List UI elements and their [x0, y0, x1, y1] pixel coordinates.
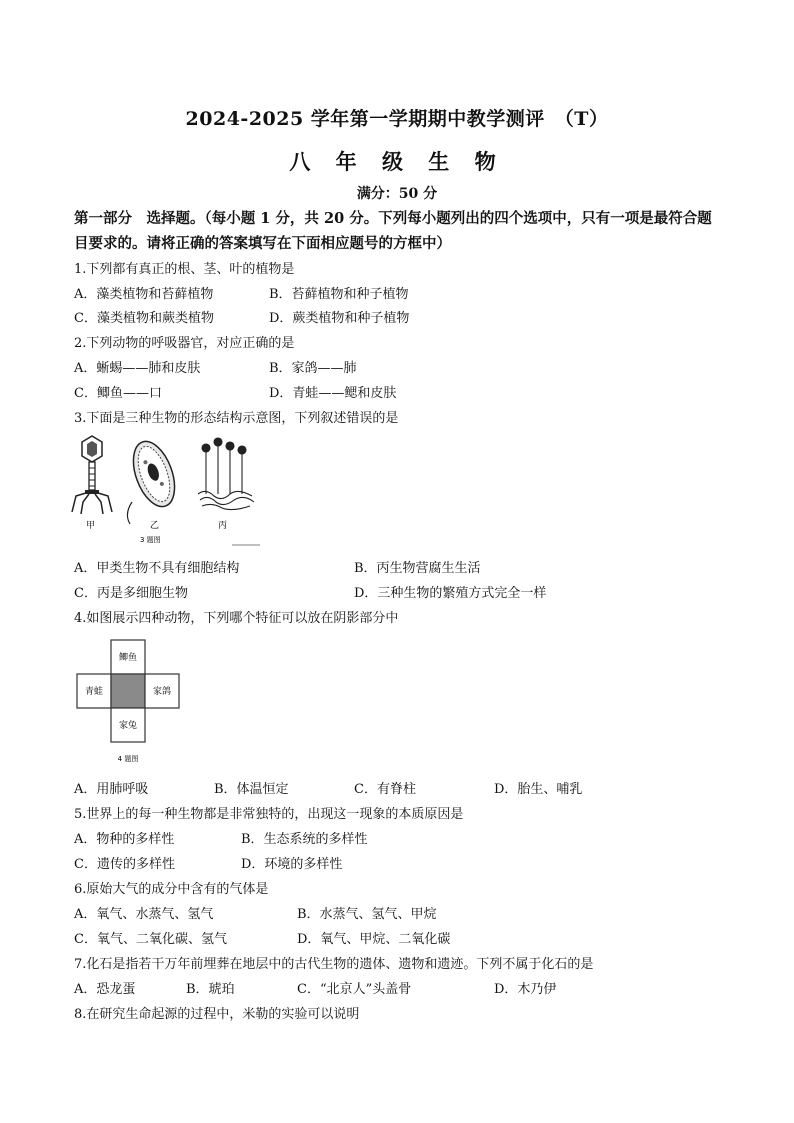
subject-title: 八 年 级 生 物 — [289, 149, 505, 174]
question-6-option-a: A．氧气、水蒸气、氢气 — [74, 907, 214, 922]
question-6-option-c: C．氧气、二氧化碳、氢气 — [74, 932, 227, 947]
figure-label-bing: 丙 — [218, 521, 228, 531]
diagram-label-bottom: 家兔 — [118, 721, 138, 731]
question-3-figure-caption: 3 题图 — [140, 536, 161, 544]
question-3-stem: 3.下面是三种生物的形态结构示意图，下列叙述错误的是 — [74, 411, 399, 426]
question-7-option-d: D．木乃伊 — [494, 982, 557, 997]
question-7-option-c: C．“北京人”头盖骨 — [297, 982, 412, 997]
question-1-option-a: A．藻类植物和苔藓植物 — [74, 287, 214, 302]
question-5-option-b: B．生态系统的多样性 — [241, 832, 368, 847]
question-2-option-c: C．鲫鱼——口 — [74, 386, 162, 401]
question-4-option-c: C．有脊柱 — [354, 782, 416, 797]
question-2-option-b: B．家鸽——肺 — [269, 361, 357, 376]
question-6-option-d: D．氧气、甲烷、二氧化碳 — [297, 932, 451, 947]
question-4-stem: 4.如图展示四种动物，下列哪个特征可以放在阴影部分中 — [74, 611, 399, 626]
question-3-figure — [66, 432, 266, 550]
question-1-option-c: C．藻类植物和蕨类植物 — [74, 311, 214, 326]
exam-title: 2024-2025 学年第一学期期中教学测评 （T） — [185, 108, 609, 130]
question-6-stem: 6.原始大气的成分中含有的气体是 — [74, 882, 269, 897]
question-2-option-a: A．蜥蜴——肺和皮肤 — [74, 361, 201, 376]
diagram-label-left: 青蛙 — [84, 687, 104, 697]
question-2-stem: 2.下列动物的呼吸器官，对应正确的是 — [74, 336, 295, 351]
section-instructions: 第一部分 选择题。（每小题 1 分，共 20 分。下列每小题列出的四个选项中，只有一项是最符合题目要求的。请将正确的答案填写在下面相应题号的方框中） — [74, 210, 712, 252]
diagram-label-top: 鲫鱼 — [118, 653, 138, 663]
question-3-option-a: A．甲类生物不具有细胞结构 — [74, 561, 240, 576]
question-1-option-d: D．蕨类植物和种子植物 — [269, 311, 410, 326]
bacteriophage-drawing — [72, 436, 112, 514]
question-4-option-b: B．体温恒定 — [214, 782, 289, 797]
diagram-label-right: 家鸽 — [152, 687, 172, 697]
figure-label-jia: 甲 — [86, 521, 96, 531]
figure-label-yi: 乙 — [150, 521, 160, 531]
bacterium-drawing — [125, 436, 182, 512]
question-5-option-a: A．物种的多样性 — [74, 832, 175, 847]
question-5-option-d: D．环境的多样性 — [241, 857, 343, 872]
question-4-figure-caption: 4 题图 — [117, 755, 139, 763]
question-4-figure — [76, 638, 186, 768]
question-3-option-c: C．丙是多细胞生物 — [74, 586, 188, 601]
question-3-option-b: B．丙生物营腐生生活 — [354, 561, 481, 576]
mold-drawing — [198, 438, 254, 510]
shaded-overlap-area — [111, 674, 145, 708]
question-4-option-a: A．用肺呼吸 — [74, 782, 149, 797]
question-2-option-d: D．青蛙——鳃和皮肤 — [269, 386, 397, 401]
question-3-option-d: D．三种生物的繁殖方式完全一样 — [354, 586, 547, 601]
question-8-stem: 8.在研究生命起源的过程中，米勒的实验可以说明 — [74, 1007, 360, 1022]
question-6-option-b: B．水蒸气、氢气、甲烷 — [297, 907, 437, 922]
question-5-option-c: C．遗传的多样性 — [74, 857, 175, 872]
question-1-option-b: B．苔藓植物和种子植物 — [269, 287, 409, 302]
question-7-option-b: B．琥珀 — [186, 982, 235, 997]
question-5-stem: 5.世界上的每一种生物都是非常独特的，出现这一现象的本质原因是 — [74, 807, 464, 822]
question-1-stem: 1.下列都有真正的根、茎、叶的植物是 — [74, 262, 295, 277]
full-score: 满分：50 分 — [356, 186, 438, 202]
question-7-option-a: A．恐龙蛋 — [74, 982, 136, 997]
question-4-option-d: D．胎生、哺乳 — [494, 782, 583, 797]
question-7-stem: 7.化石是指若干万年前埋葬在地层中的古代生物的遗体、遗物和遗迹。下列不属于化石的是 — [74, 957, 594, 972]
